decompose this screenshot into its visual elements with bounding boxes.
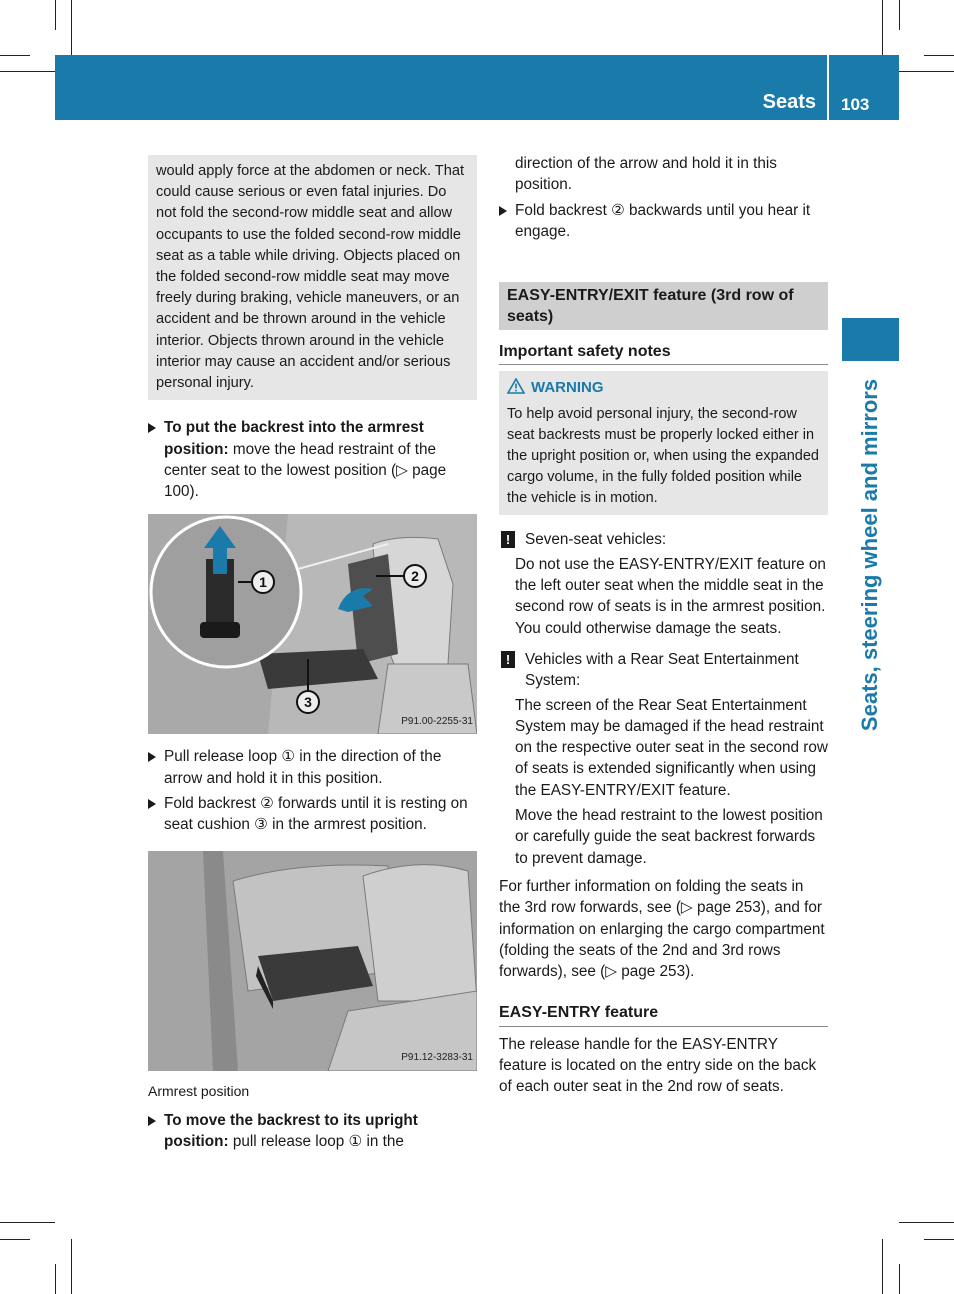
continued-warning-text: would apply force at the abdomen or neck. That could cause serious or even fatal injuries. Do not fold the second-row middle seat and allow occupants to use the folded second-row middle seat as a table while driving. Objects placed on the folded second-row middle seat may move freely during braking, vehicle maneuvers, or an accident and be thrown around in the vehicle interior. Objects thrown around in the vehicle interior may cause an accident and/or serious personal injury. [156,163,465,392]
section-title: Seats [762,91,816,113]
bullet-arrow-icon [148,1116,156,1126]
chapter-tab [842,318,899,361]
continued-warning-box [148,155,477,400]
step-text: Pull release loop ① in the direction of the arrow and hold it in this position. [164,748,442,787]
crop-mark [882,0,883,55]
notice-seven-seat [499,529,828,638]
crop-mark [71,1239,72,1294]
warning-title [507,377,820,400]
bullet-arrow-icon [499,206,507,216]
warning-triangle-icon [507,378,525,400]
figure-code: P91.12-3283-31 [401,1052,473,1064]
notice-title: Seven-seat vehicles: [525,531,667,549]
step-text: Fold backrest ② forwards until it is resting on seat cushion ③ in the armrest position. [164,795,468,834]
warning-box [499,371,828,515]
notice-text: Do not use the EASY-ENTRY/EXIT feature on the left outer seat when the middle seat in the second row of seats is in the armrest position. You could otherwise damage the seats. [515,555,826,637]
step-backrest-upright [148,1110,477,1153]
crop-mark [71,0,72,55]
crop-mark [0,55,30,56]
easy-entry-text: The release handle for the EASY-ENTRY feature is located on the entry side on the back of each outer seat in the 2nd row of seats. [499,1035,817,1096]
step-bold: To move the backrest to its upright position: [164,1111,418,1151]
step-pull-loop [148,746,477,789]
bullet-arrow-icon [148,799,156,809]
step-fold-backward [499,200,828,243]
crop-mark [0,1222,55,1223]
left-column [148,155,477,1153]
notice-text: The screen of the Rear Seat Entertainment System may be damaged if the head restraint on the respective outer seat in the second row of seats is extended significantly when using the EASY-ENTRY/EXIT feature. [515,696,828,799]
step-text [164,1110,477,1153]
crop-mark [55,1264,56,1294]
header-divider [827,55,829,120]
step-text [164,417,477,502]
callout-label: 2 [411,568,419,585]
subheading-safety: Important safety notes [499,341,828,365]
step-text: Fold backrest ② backwards until you hear it engage. [515,201,811,240]
armrest-illustration [148,851,477,1071]
crop-mark [55,0,56,30]
notice-title: Vehicles with a Rear Seat Entertainment System: [525,650,799,690]
crop-mark [924,1239,954,1240]
callout-label: 3 [304,694,312,711]
continued-step-text: direction of the arrow and hold it in this position. [515,155,777,194]
chapter-label: Seats, steering wheel and mirrors [857,378,882,732]
crop-mark [0,1239,30,1240]
step-body: move the head restraint of the center seat to the lowest position (▷ page 100). [164,440,447,501]
further-info-text: For further information on folding the seats in the 3rd row forwards, see (▷ page 253), and for information on enlarging the cargo compartment (folding the seats of the 2nd and 3rd rows forwards), see (▷ page 253). [499,877,825,981]
figure-armrest-fold [148,514,477,734]
figure-caption: Armrest position [148,1082,250,1099]
step-body: pull release loop ① in the [228,1133,404,1151]
right-column [499,153,828,1098]
step-bold: To put the backrest into the armrest position: [164,419,424,458]
exclamation-icon: ! [501,651,515,668]
subheading-easy-entry: EASY-ENTRY feature [499,1002,828,1026]
bullet-arrow-icon [148,752,156,762]
figure-armrest-position [148,851,477,1071]
warning-title-text: WARNING [531,379,604,397]
crop-mark [899,0,900,30]
crop-mark [924,55,954,56]
notice-rear-entertainment [499,649,828,869]
step-backrest-armrest [148,417,477,502]
seat-illustration [148,514,477,734]
crop-mark [899,1222,954,1223]
crop-mark [899,1264,900,1294]
crop-mark [899,71,954,72]
notice-text: Move the head restraint to the lowest position or carefully guide the seat backrest forwards to prevent damage. [515,807,823,867]
crop-mark [882,1239,883,1294]
exclamation-icon: ! [501,531,515,548]
callout-label: 1 [259,574,267,591]
warning-text: To help avoid personal injury, the second-row seat backrests must be properly locked either in the upright position or, when using the expanded cargo volume, in the fully folded position while the vehicle is in motion. [507,406,819,507]
bullet-arrow-icon [148,423,156,433]
crop-mark [0,71,55,72]
header-bar [55,55,899,120]
page-number: 103 [841,95,870,114]
step-fold-forward [148,793,477,836]
section-heading: EASY-ENTRY/EXIT feature (3rd row of seats) [499,282,828,330]
figure-code: P91.00-2255-31 [401,716,473,728]
